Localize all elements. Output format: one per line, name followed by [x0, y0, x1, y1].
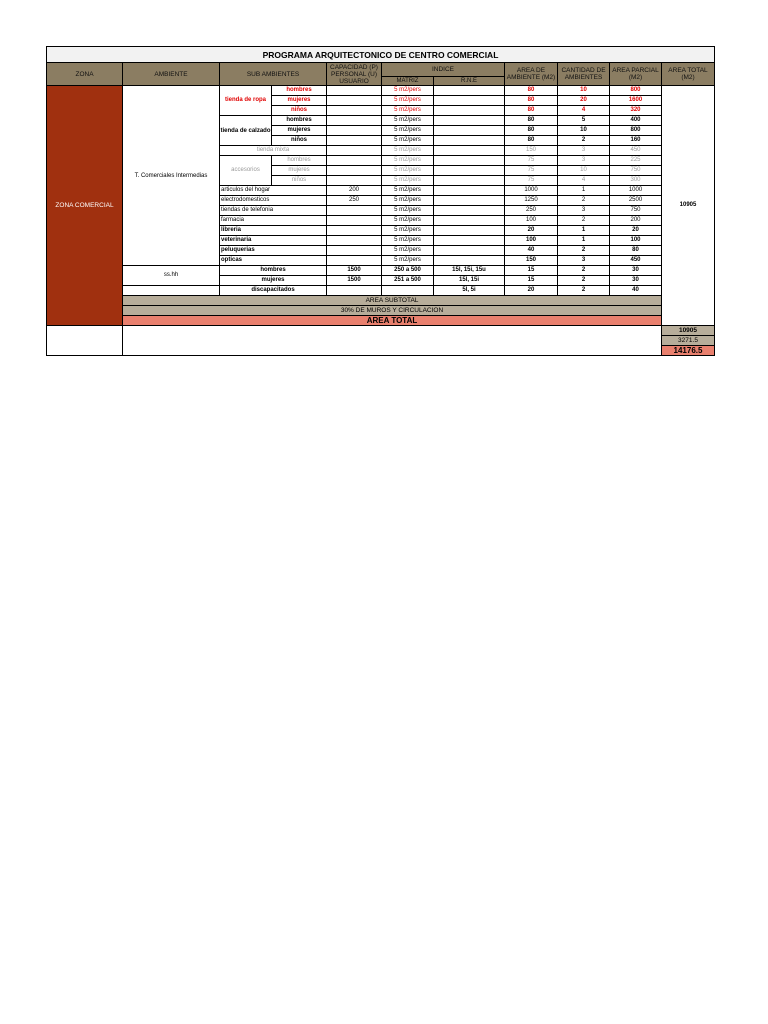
- cantidad-cell: 2: [558, 286, 610, 296]
- parcial-cell: 450: [610, 146, 662, 156]
- parcial-cell: 30: [610, 276, 662, 286]
- capacidad-cell: [327, 246, 382, 256]
- capacidad-cell: [327, 226, 382, 236]
- rne-cell: 15l, 15i: [434, 276, 505, 286]
- cantidad-cell: 1: [558, 236, 610, 246]
- group-tienda-calzado: tienda de calzado: [220, 116, 272, 146]
- parcial-cell: 1000: [610, 186, 662, 196]
- cantidad-cell: 2: [558, 216, 610, 226]
- header-area-total: AREA TOTAL (M2): [662, 63, 715, 86]
- area-cell: 80: [505, 126, 558, 136]
- cantidad-cell: 5: [558, 116, 610, 126]
- parcial-cell: 80: [610, 246, 662, 256]
- capacidad-cell: 250: [327, 196, 382, 206]
- sub-ambiente: farmacia: [220, 216, 327, 226]
- ambiente-sshh: ss.hh: [123, 266, 220, 286]
- area-cell: 20: [505, 286, 558, 296]
- capacidad-cell: [327, 156, 382, 166]
- matriz-cell: 5 m2/pers: [382, 156, 434, 166]
- cantidad-cell: 2: [558, 136, 610, 146]
- cantidad-cell: 4: [558, 176, 610, 186]
- sub-ambiente: hombres: [220, 266, 327, 276]
- cantidad-cell: 3: [558, 156, 610, 166]
- parcial-cell: 20: [610, 226, 662, 236]
- sub-ambiente: mujeres: [272, 96, 327, 106]
- area-subtotal-label: AREA SUBTOTAL: [123, 296, 662, 306]
- rne-cell: [434, 206, 505, 216]
- area-cell: 75: [505, 166, 558, 176]
- sub-ambiente: tiendas de telefonia: [220, 206, 327, 216]
- rne-cell: [434, 246, 505, 256]
- parcial-cell: 750: [610, 166, 662, 176]
- capacidad-cell: [327, 146, 382, 156]
- header-zona: ZONA: [47, 63, 123, 86]
- matriz-cell: 5 m2/pers: [382, 236, 434, 246]
- capacidad-cell: [327, 116, 382, 126]
- capacidad-cell: [327, 216, 382, 226]
- total-value: 14176.5: [662, 346, 715, 356]
- rne-cell: [434, 126, 505, 136]
- ambiente-comerciales: T. Comerciales Intermedias: [123, 86, 220, 266]
- cantidad-cell: 10: [558, 166, 610, 176]
- area-cell: 20: [505, 226, 558, 236]
- capacidad-cell: [327, 106, 382, 116]
- cantidad-cell: 2: [558, 246, 610, 256]
- parcial-cell: 800: [610, 86, 662, 96]
- parcial-cell: 160: [610, 136, 662, 146]
- rne-cell: [434, 216, 505, 226]
- sub-ambiente: hombres: [272, 156, 327, 166]
- area-cell: 75: [505, 176, 558, 186]
- rne-cell: [434, 156, 505, 166]
- area-cell: 40: [505, 246, 558, 256]
- matriz-cell: 5 m2/pers: [382, 256, 434, 266]
- rne-cell: [434, 176, 505, 186]
- header-matriz: MATRIZ: [382, 77, 434, 86]
- rne-cell: [434, 86, 505, 96]
- matriz-cell: 5 m2/pers: [382, 216, 434, 226]
- rne-cell: [434, 236, 505, 246]
- rne-cell: [434, 146, 505, 156]
- parcial-cell: 40: [610, 286, 662, 296]
- matriz-cell: 5 m2/pers: [382, 226, 434, 236]
- group-accesorios: accesorios: [220, 156, 272, 186]
- muros-circulacion-label: 30% DE MUROS Y CIRCULACION: [123, 306, 662, 316]
- matriz-cell: 5 m2/pers: [382, 126, 434, 136]
- parcial-cell: 200: [610, 216, 662, 226]
- area-cell: 80: [505, 116, 558, 126]
- capacidad-cell: [327, 86, 382, 96]
- area-cell: 75: [505, 156, 558, 166]
- matriz-cell: 5 m2/pers: [382, 96, 434, 106]
- cantidad-cell: 2: [558, 276, 610, 286]
- area-cell: 100: [505, 216, 558, 226]
- area-cell: 80: [505, 86, 558, 96]
- sub-ambiente: libreria: [220, 226, 327, 236]
- parcial-cell: 320: [610, 106, 662, 116]
- sub-ambiente: opticas: [220, 256, 327, 266]
- sub-ambiente: niños: [272, 106, 327, 116]
- sub-ambiente: hombres: [272, 86, 327, 96]
- sub-ambiente: electrodomesticos: [220, 196, 327, 206]
- matriz-cell: 251 a 500: [382, 276, 434, 286]
- header-rne: R.N.E: [434, 77, 505, 86]
- cantidad-cell: 10: [558, 86, 610, 96]
- area-cell: 100: [505, 236, 558, 246]
- sub-ambiente: hombres: [272, 116, 327, 126]
- capacidad-cell: 1500: [327, 266, 382, 276]
- rne-cell: 5l, 5i: [434, 286, 505, 296]
- sub-ambiente: mujeres: [272, 166, 327, 176]
- matriz-cell: 5 m2/pers: [382, 86, 434, 96]
- area-cell: 80: [505, 106, 558, 116]
- cantidad-cell: 2: [558, 266, 610, 276]
- matriz-cell: 5 m2/pers: [382, 136, 434, 146]
- matriz-cell: 5 m2/pers: [382, 146, 434, 156]
- rne-cell: 15l, 15i, 15u: [434, 266, 505, 276]
- matriz-cell: 250 a 500: [382, 266, 434, 276]
- rne-cell: [434, 96, 505, 106]
- sub-ambiente: mujeres: [220, 276, 327, 286]
- parcial-cell: 400: [610, 116, 662, 126]
- cantidad-cell: 20: [558, 96, 610, 106]
- parcial-cell: 225: [610, 156, 662, 166]
- area-cell: 15: [505, 266, 558, 276]
- group-tienda-ropa: tienda de ropa: [220, 86, 272, 116]
- sub-ambiente: niños: [272, 176, 327, 186]
- empty-zona-cell: [47, 326, 123, 356]
- area-cell: 80: [505, 96, 558, 106]
- cantidad-cell: 10: [558, 126, 610, 136]
- program-table: [46, 46, 715, 356]
- matriz-cell: 5 m2/pers: [382, 166, 434, 176]
- empty-cell: [123, 286, 220, 296]
- rne-cell: [434, 106, 505, 116]
- matriz-cell: 5 m2/pers: [382, 196, 434, 206]
- matriz-cell: [382, 286, 434, 296]
- capacidad-cell: [327, 136, 382, 146]
- matriz-cell: 5 m2/pers: [382, 106, 434, 116]
- sub-ambiente: tienda mixta: [220, 146, 327, 156]
- sub-ambiente: discapacitados: [220, 286, 327, 296]
- sub-ambiente: niños: [272, 136, 327, 146]
- capacidad-cell: 1500: [327, 276, 382, 286]
- capacidad-cell: [327, 286, 382, 296]
- rne-cell: [434, 226, 505, 236]
- area-cell: 80: [505, 136, 558, 146]
- rne-cell: [434, 116, 505, 126]
- area-cell: 15: [505, 276, 558, 286]
- area-cell: 150: [505, 256, 558, 266]
- area-total-label: AREA TOTAL: [123, 316, 662, 326]
- matriz-cell: 5 m2/pers: [382, 246, 434, 256]
- sub-ambiente: veterinaria: [220, 236, 327, 246]
- parcial-cell: 100: [610, 236, 662, 246]
- header-area-ambiente: AREA DE AMBIENTE (M2): [505, 63, 558, 86]
- area-cell: 1000: [505, 186, 558, 196]
- matriz-cell: 5 m2/pers: [382, 176, 434, 186]
- rne-cell: [434, 166, 505, 176]
- muros-value: 3271.5: [662, 336, 715, 346]
- area-total-zona: 10905: [662, 86, 715, 326]
- matriz-cell: 5 m2/pers: [382, 206, 434, 216]
- capacidad-cell: [327, 166, 382, 176]
- rne-cell: [434, 186, 505, 196]
- rne-cell: [434, 136, 505, 146]
- capacidad-cell: 200: [327, 186, 382, 196]
- capacidad-cell: [327, 206, 382, 216]
- table-title: PROGRAMA ARQUITECTONICO DE CENTRO COMERCIAL: [47, 47, 715, 63]
- cantidad-cell: 1: [558, 186, 610, 196]
- header-indice: INDICE: [382, 63, 505, 77]
- capacidad-cell: [327, 256, 382, 266]
- capacidad-cell: [327, 236, 382, 246]
- header-capacidad: CAPACIDAD (P) PERSONAL (U) USUARIO: [327, 63, 382, 86]
- parcial-cell: 30: [610, 266, 662, 276]
- cantidad-cell: 3: [558, 146, 610, 156]
- cantidad-cell: 4: [558, 106, 610, 116]
- sub-ambiente: mujeres: [272, 126, 327, 136]
- cantidad-cell: 3: [558, 256, 610, 266]
- capacidad-cell: [327, 176, 382, 186]
- sub-ambiente: peluquerias: [220, 246, 327, 256]
- header-cantidad: CANTIDAD DE AMBIENTES: [558, 63, 610, 86]
- matriz-cell: 5 m2/pers: [382, 116, 434, 126]
- cantidad-cell: 2: [558, 196, 610, 206]
- capacidad-cell: [327, 126, 382, 136]
- header-ambiente: AMBIENTE: [123, 63, 220, 86]
- area-cell: 150: [505, 146, 558, 156]
- parcial-cell: 300: [610, 176, 662, 186]
- subtotal-value: 10905: [662, 326, 715, 336]
- rne-cell: [434, 196, 505, 206]
- matriz-cell: 5 m2/pers: [382, 186, 434, 196]
- parcial-cell: 750: [610, 206, 662, 216]
- header-area-parcial: AREA PARCIAL (M2): [610, 63, 662, 86]
- empty-block: [123, 326, 662, 356]
- header-sub-ambientes: SUB AMBIENTES: [220, 63, 327, 86]
- rne-cell: [434, 256, 505, 266]
- parcial-cell: 2500: [610, 196, 662, 206]
- cantidad-cell: 3: [558, 206, 610, 216]
- parcial-cell: 450: [610, 256, 662, 266]
- area-cell: 1250: [505, 196, 558, 206]
- parcial-cell: 800: [610, 126, 662, 136]
- sub-ambiente: articulos del hogar: [220, 186, 327, 196]
- capacidad-cell: [327, 96, 382, 106]
- cantidad-cell: 1: [558, 226, 610, 236]
- zona-cell: ZONA COMERCIAL: [47, 86, 123, 326]
- area-cell: 250: [505, 206, 558, 216]
- parcial-cell: 1600: [610, 96, 662, 106]
